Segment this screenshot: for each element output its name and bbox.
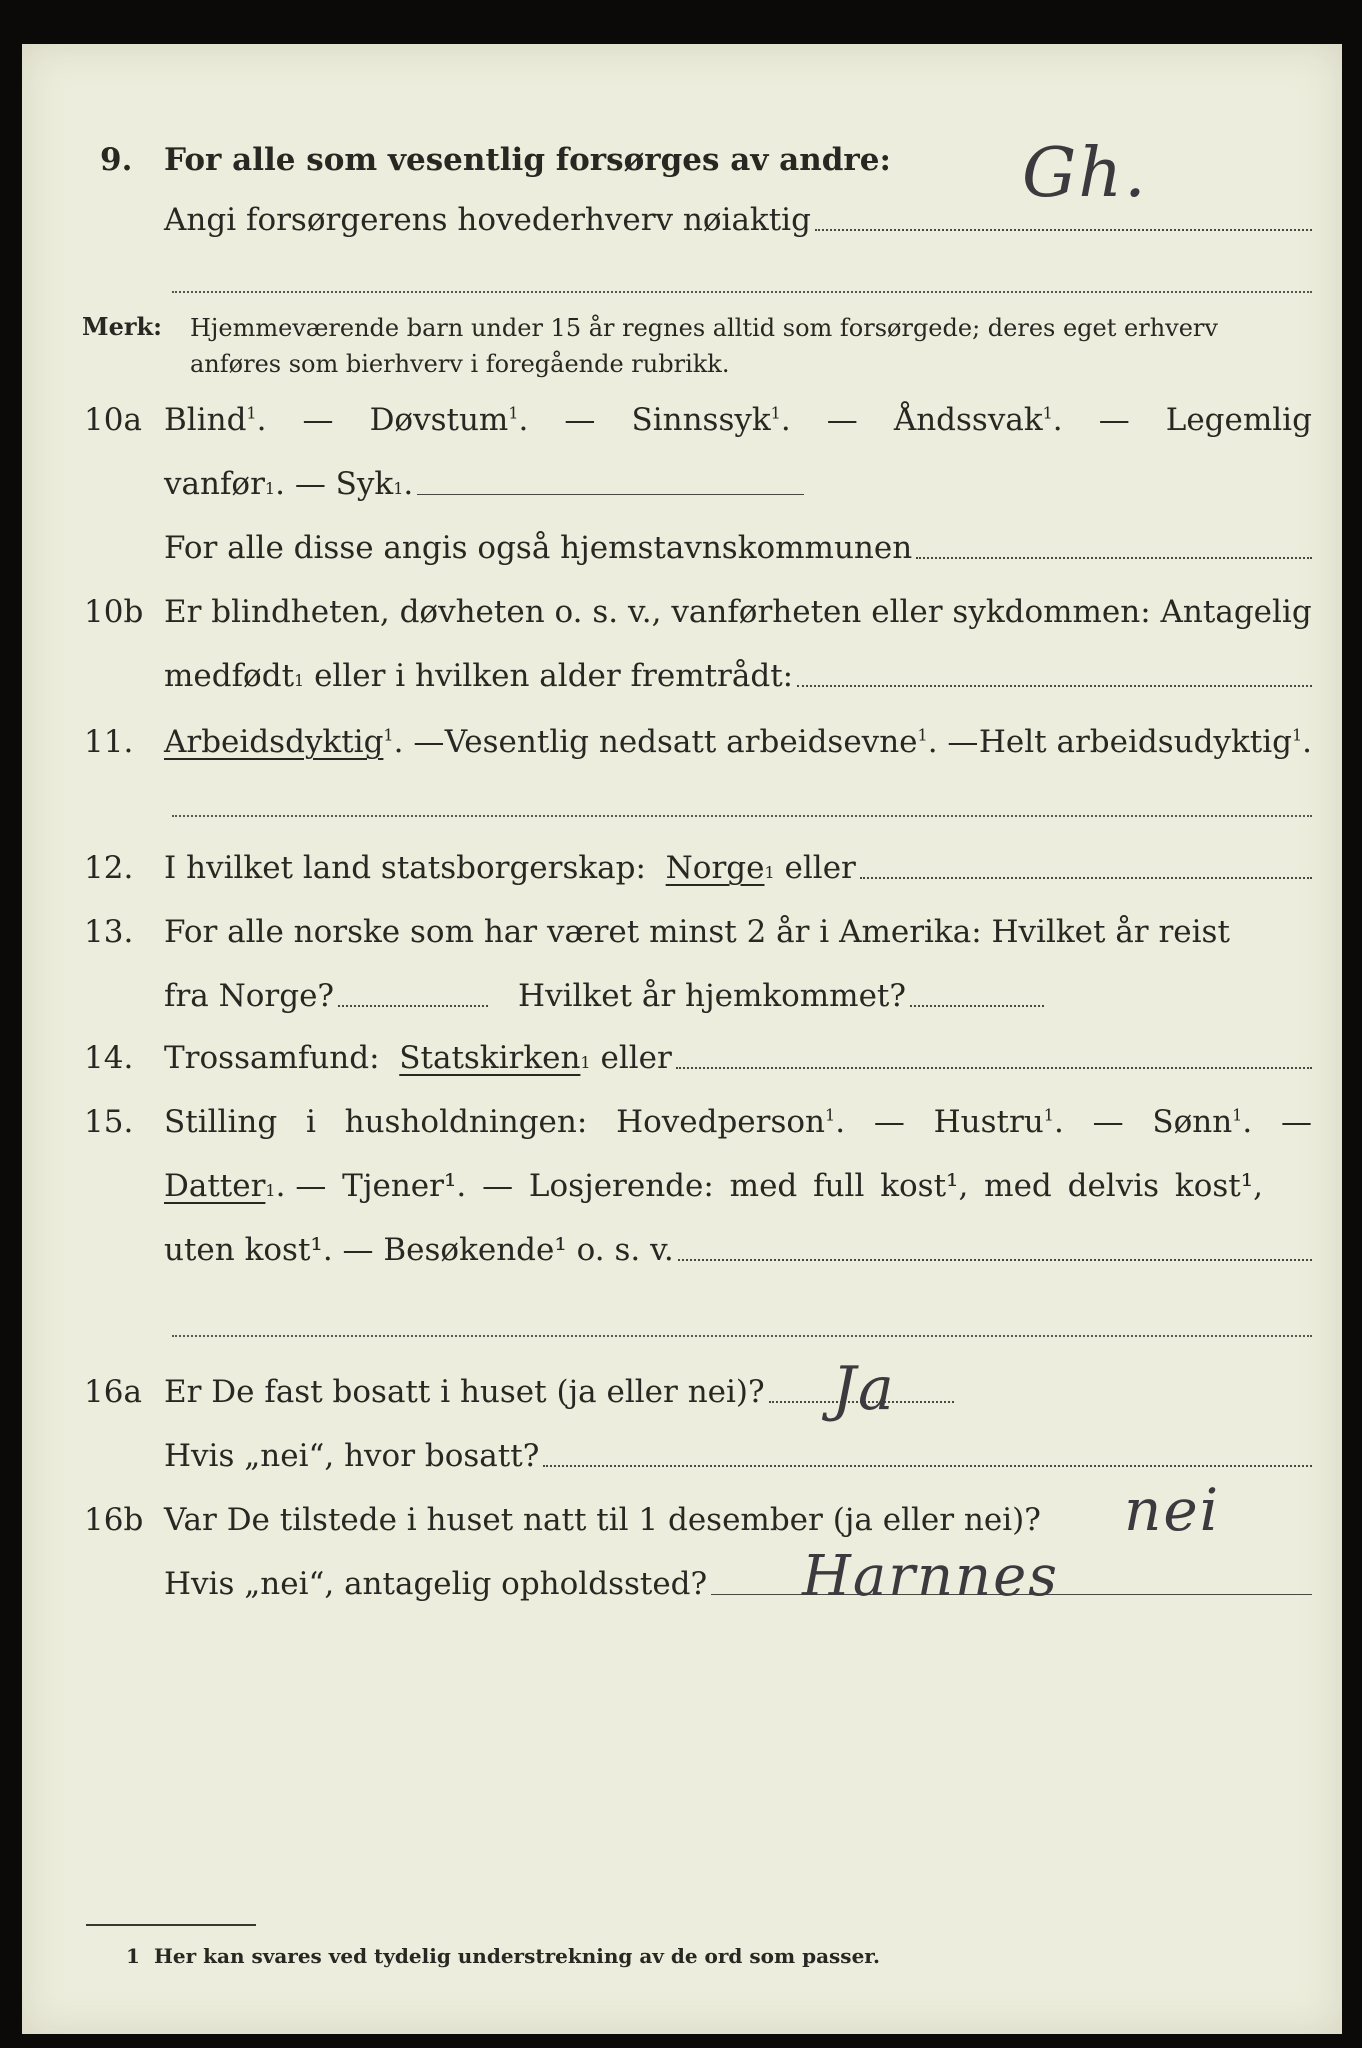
q16b-line2: Hvis „nei“, antagelig opholdssted? [164,1566,1312,1602]
q10a-home-municipality-line[interactable] [916,556,1312,559]
q10a-options: Blind$^1$. — Døvstum$^1$. — Sinnssyk$^1$. — Åndssvak$^1$. — Legemlig [164,402,1312,438]
merk-line1: Hjemmeværende barn under 15 år regnes alltid som forsørgede; deres eget erhverv [190,314,1218,342]
q11-opt-nedsatt[interactable]: Vesentlig nedsatt arbeidsevne [444,724,918,760]
q10a-line2: vanfør 1 . — Syk 1 . [164,466,804,502]
q10a-syk-line[interactable] [417,493,804,495]
q10b-number: 10b [84,594,144,630]
q16a-line1: Er De fast bosatt i huset (ja eller nei)? [164,1374,954,1410]
q15-opt-datter[interactable]: Datter [164,1168,266,1204]
q15-opt-hovedperson[interactable]: Hovedperson [616,1104,826,1140]
q10a-number: 10a [84,402,142,438]
q9-answer-line[interactable] [815,228,1312,231]
q16a-line2: Hvis „nei“, hvor bosatt? [164,1438,1312,1474]
q13-line1: For alle norske som har været minst 2 år i Amerika: Hvilket år reist [164,914,1230,950]
q10a-opt-legemlig[interactable]: Legemlig [1165,402,1312,438]
q14-number: 14. [84,1040,134,1076]
q16a-handwritten-answer: Ja [832,1354,896,1424]
q12-opt-norge[interactable]: Norge [665,850,765,886]
q12-other-country-line[interactable] [860,876,1312,879]
q15-opt-hustru[interactable]: Hustru [933,1104,1044,1140]
q10a-opt-sinnssyk[interactable]: Sinnssyk [631,402,771,438]
q9-extra-line[interactable] [172,290,1312,293]
q15-line3: uten kost¹. — Besøkende¹ o. s. v. [164,1232,1312,1268]
footnote-rule [86,1924,256,1926]
q15-opt-sonn[interactable]: Sønn [1152,1104,1233,1140]
q10a-opt-vanfor[interactable]: vanfør [164,466,265,502]
q10b-age-line[interactable] [797,684,1312,687]
q11-opt-udyktig[interactable]: Helt arbeidsudyktig [978,724,1292,760]
q11-options: Arbeidsdyktig$^1$. — Vesentlig nedsatt arbeidsevne$^1$. — Helt arbeidsudyktig$^1$. [164,724,1312,760]
q10b-opt-medfodt[interactable]: medfødt [164,658,295,694]
q16b-handwritten-answer1: nei [1124,1476,1221,1544]
q9-heading: For alle som vesentlig forsørges av andre: [164,142,891,178]
q11-extra-line[interactable] [172,814,1312,817]
q15-extra-line[interactable] [172,1334,1312,1337]
q14-opt-statskirken[interactable]: Statskirken [399,1040,581,1076]
footnote-mark: 1 [126,1944,140,1968]
q10a-opt-andssvak[interactable]: Åndssvak [893,402,1043,438]
q10b-line1: Er blindheten, døvheten o. s. v., vanførheten eller sykdommen: Antagelig [164,594,1312,630]
q14-other-line[interactable] [676,1066,1312,1069]
q15-other-line[interactable] [678,1258,1312,1261]
q10a-line3: For alle disse angis også hjemstavnskommunen [164,530,1312,566]
q9-handwritten-answer: Gh. [1022,134,1148,213]
q12-citizenship: I hvilket land statsborgerskap: Norge 1 eller [164,850,1312,886]
q15-number: 15. [84,1104,134,1140]
q10a-opt-blind[interactable]: Blind [164,402,247,438]
q12-number: 12. [84,850,134,886]
q13-line2: fra Norge? Hvilket år hjemkommet? [164,978,1044,1014]
q16b-handwritten-answer2: Harnnes [802,1544,1060,1609]
q13-year-left-line[interactable] [338,1004,488,1007]
q11-number: 11. [84,724,134,760]
footnote-text: Her kan svares ved tydelig understrekning av de ord som passer. [154,1944,880,1968]
merk-label: Merk: [82,312,162,341]
merk-line2: anføres som bierhverv i foregående rubrikk. [190,350,730,378]
q13-number: 13. [84,914,134,950]
census-form-page [22,44,1342,2034]
q16b-line1: Var De tilstede i huset natt til 1 desember (ja eller nei)? [164,1502,1041,1538]
q10a-opt-syk[interactable]: Syk [335,466,394,502]
q15-line2: Datter 1 . — Tjener¹. — Losjerende: med full kost¹, med delvis kost¹, [164,1168,1264,1204]
q16a-residence-line[interactable] [543,1464,1312,1467]
q9-number: 9. [100,142,133,178]
q11-opt-arbeidsdyktig[interactable]: Arbeidsdyktig [164,724,384,760]
q15-line1: Stilling i husholdningen: Hovedperson$^1$. — Hustru$^1$. — Sønn$^1$. — [164,1104,1312,1140]
q13-year-returned-line[interactable] [910,1004,1044,1007]
q9-provider-occupation: Angi forsørgerens hovederhverv nøiaktig [164,202,1312,238]
q10b-line2: medfødt 1 eller i hvilken alder fremtrådt: [164,658,1312,694]
q16a-number: 16a [84,1374,142,1410]
q14-religion: Trossamfund: Statskirken 1 eller [164,1040,1312,1076]
q16b-number: 16b [84,1502,144,1538]
q10a-opt-dovstum[interactable]: Døvstum [369,402,509,438]
